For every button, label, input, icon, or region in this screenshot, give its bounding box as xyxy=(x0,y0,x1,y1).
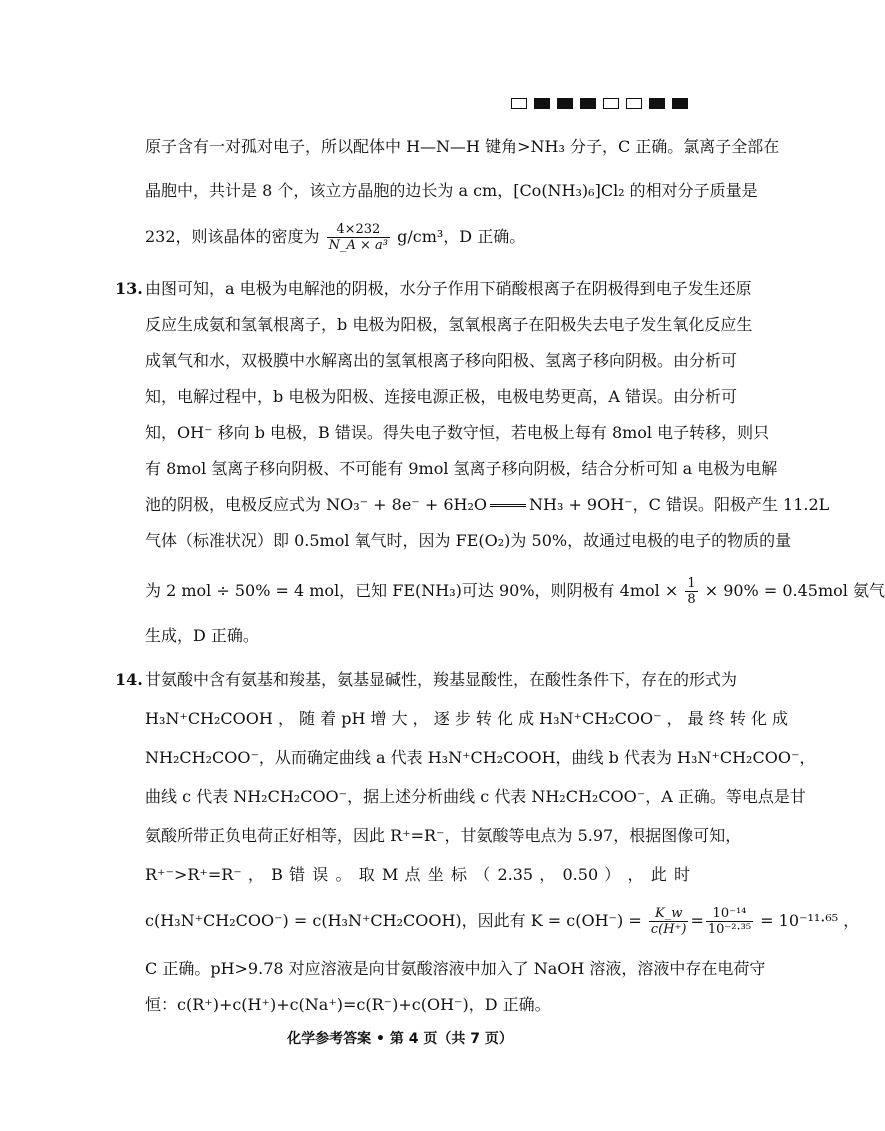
header-mark-filled xyxy=(580,98,596,109)
text-line: 气体（标准状况）即 0.5mol 氧气时，因为 FE(O₂)为 50%，故通过电极的电子的物质的量 xyxy=(145,531,792,550)
reaction-equals-sign xyxy=(490,504,526,507)
text-line: R⁺⁻>R⁺=R⁻ ， B 错 误 。 取 M 点 坐 标 （ 2.35 ， 0.50 ） ， 此 时 xyxy=(145,865,690,884)
text-span: 为 2 mol ÷ 50% = 4 mol，已知 FE(NH₃)可达 90%，则阴极有 4mol × xyxy=(145,581,679,600)
text-span: × 90% = 0.45mol 氨气 xyxy=(704,581,885,600)
kw-fraction xyxy=(649,906,689,937)
text-line: 有 8mol 氢离子移向阴极、不可能有 9mol 氢离子移向阴极，结合分析可知 a 电极为电解 xyxy=(145,459,778,478)
text-line: 甘氨酸中含有氨基和羧基，氨基显碱性，羧基显酸性，在酸性条件下，存在的形式为 xyxy=(145,670,738,689)
header-mark-filled xyxy=(649,98,665,109)
header-mark-filled xyxy=(534,98,550,109)
fraction-denominator: c(H⁺) xyxy=(650,922,687,937)
text-span: 池的阴极，电极反应式为 NO₃⁻ + 8e⁻ + 6H₂O xyxy=(145,495,487,514)
text-span: = 10⁻¹¹·⁶⁵ ， xyxy=(760,911,860,930)
text-line: 曲线 c 代表 NH₂CH₂COO⁻，据上述分析曲线 c 代表 NH₂CH₂COO⁻，A 正确。等电点是甘 xyxy=(145,787,806,806)
text-line: 晶胞中，共计是 8 个，该立方晶胞的边长为 a cm，[Co(NH₃)₆]Cl₂ 的相对分子质量是 xyxy=(145,181,758,200)
text-span: NH₃ + 9OH⁻，C 错误。阳极产生 11.2L xyxy=(528,495,830,514)
text-line: 知，OH⁻ 移向 b 电极，B 错误。得失电子数守恒，若电极上每有 8mol 电子转移，则只 xyxy=(145,423,770,442)
text-line: 氨酸所带正负电荷正好相等，因此 R⁺=R⁻，甘氨酸等电点为 5.97，根据图像可知， xyxy=(145,826,742,845)
header-mark-filled xyxy=(557,98,573,109)
header-mark-empty xyxy=(626,98,642,109)
density-line xyxy=(145,222,690,253)
power-fraction xyxy=(706,906,753,937)
header-marks xyxy=(511,98,688,109)
text-line: 恒：c(R⁺)+c(H⁺)+c(Na⁺)=c(R⁻)+c(OH⁻)，D 正确。 xyxy=(145,995,551,1014)
text-line: NH₂CH₂COO⁻，从而确定曲线 a 代表 H₃N⁺CH₂COOH，曲线 b 代表为 H₃N⁺CH₂COO⁻， xyxy=(145,748,816,767)
fraction-denominator: N_A × a³ xyxy=(328,238,389,253)
fraction-denominator: 10⁻²·³⁵ xyxy=(707,922,752,937)
fraction-line xyxy=(145,576,885,607)
question-number: 14. xyxy=(115,670,143,689)
fraction-numerator: 4×232 xyxy=(327,222,390,238)
text-line: 由图可知，a 电极为电解池的阴极，水分子作用下硝酸根离子在阴极得到电子发生还原 xyxy=(145,279,752,298)
text-span: 232，则该晶体的密度为 xyxy=(145,227,320,246)
equation-line xyxy=(145,494,830,516)
header-mark-empty xyxy=(511,98,527,109)
page-footer: 化学参考答案 • 第 4 页（共 7 页） xyxy=(287,1031,513,1047)
text-span: g/cm³，D 正确。 xyxy=(397,227,526,246)
text-line: 生成，D 正确。 xyxy=(145,626,259,645)
fraction-numerator: 10⁻¹⁴ xyxy=(706,906,753,922)
fraction-denominator: 8 xyxy=(687,592,696,607)
text-line: H₃N⁺CH₂COOH ， 随 着 pH 增 大 ， 逐 步 转 化 成 H₃N⁺CH₂COO⁻ ， 最 终 转 化 成 xyxy=(145,709,789,728)
question-number: 13. xyxy=(115,279,143,298)
header-mark-filled xyxy=(672,98,688,109)
text-span: c(H₃N⁺CH₂COO⁻) = c(H₃N⁺CH₂COOH)，因此有 K = c(OH⁻) = xyxy=(145,911,642,930)
text-line: C 正确。pH>9.78 对应溶液是向甘氨酸溶液中加入了 NaOH 溶液，溶液中存在电荷守 xyxy=(145,959,766,978)
density-fraction xyxy=(327,222,390,253)
text-line: 原子含有一对孤对电子，所以配体中 H—N—H 键角>NH₃ 分子，C 正确。氯离子全部在 xyxy=(145,137,780,156)
k-equation-line: c(H₃N⁺CH₂COO⁻) = c(H₃N⁺CH₂COOH)，因此有 K = c(OH⁻) = $\frac{K\_w}{c(H^+)}$ = $\frac{\text{10⁻¹⁴}}{\text{10⁻²·³⁵}}$ = 10⁻¹¹·⁶⁵ ， xyxy=(145,906,860,937)
text-line: 反应生成氨和氢氧根离子，b 电极为阳极，氢氧根离子在阳极失去电子发生氧化反应生 xyxy=(145,315,753,334)
header-mark-empty xyxy=(603,98,619,109)
text-line: 成氧气和水，双极膜中水解离出的氢氧根离子移向阳极、氢离子移向阴极。由分析可 xyxy=(145,351,738,370)
text-line: 知，电解过程中，b 电极为阳极、连接电源正极，电极电势更高，A 错误。由分析可 xyxy=(145,387,737,406)
fraction-numerator: K_w xyxy=(649,906,689,922)
fraction-numerator: 1 xyxy=(687,576,696,591)
one-eighth-fraction xyxy=(685,576,697,607)
